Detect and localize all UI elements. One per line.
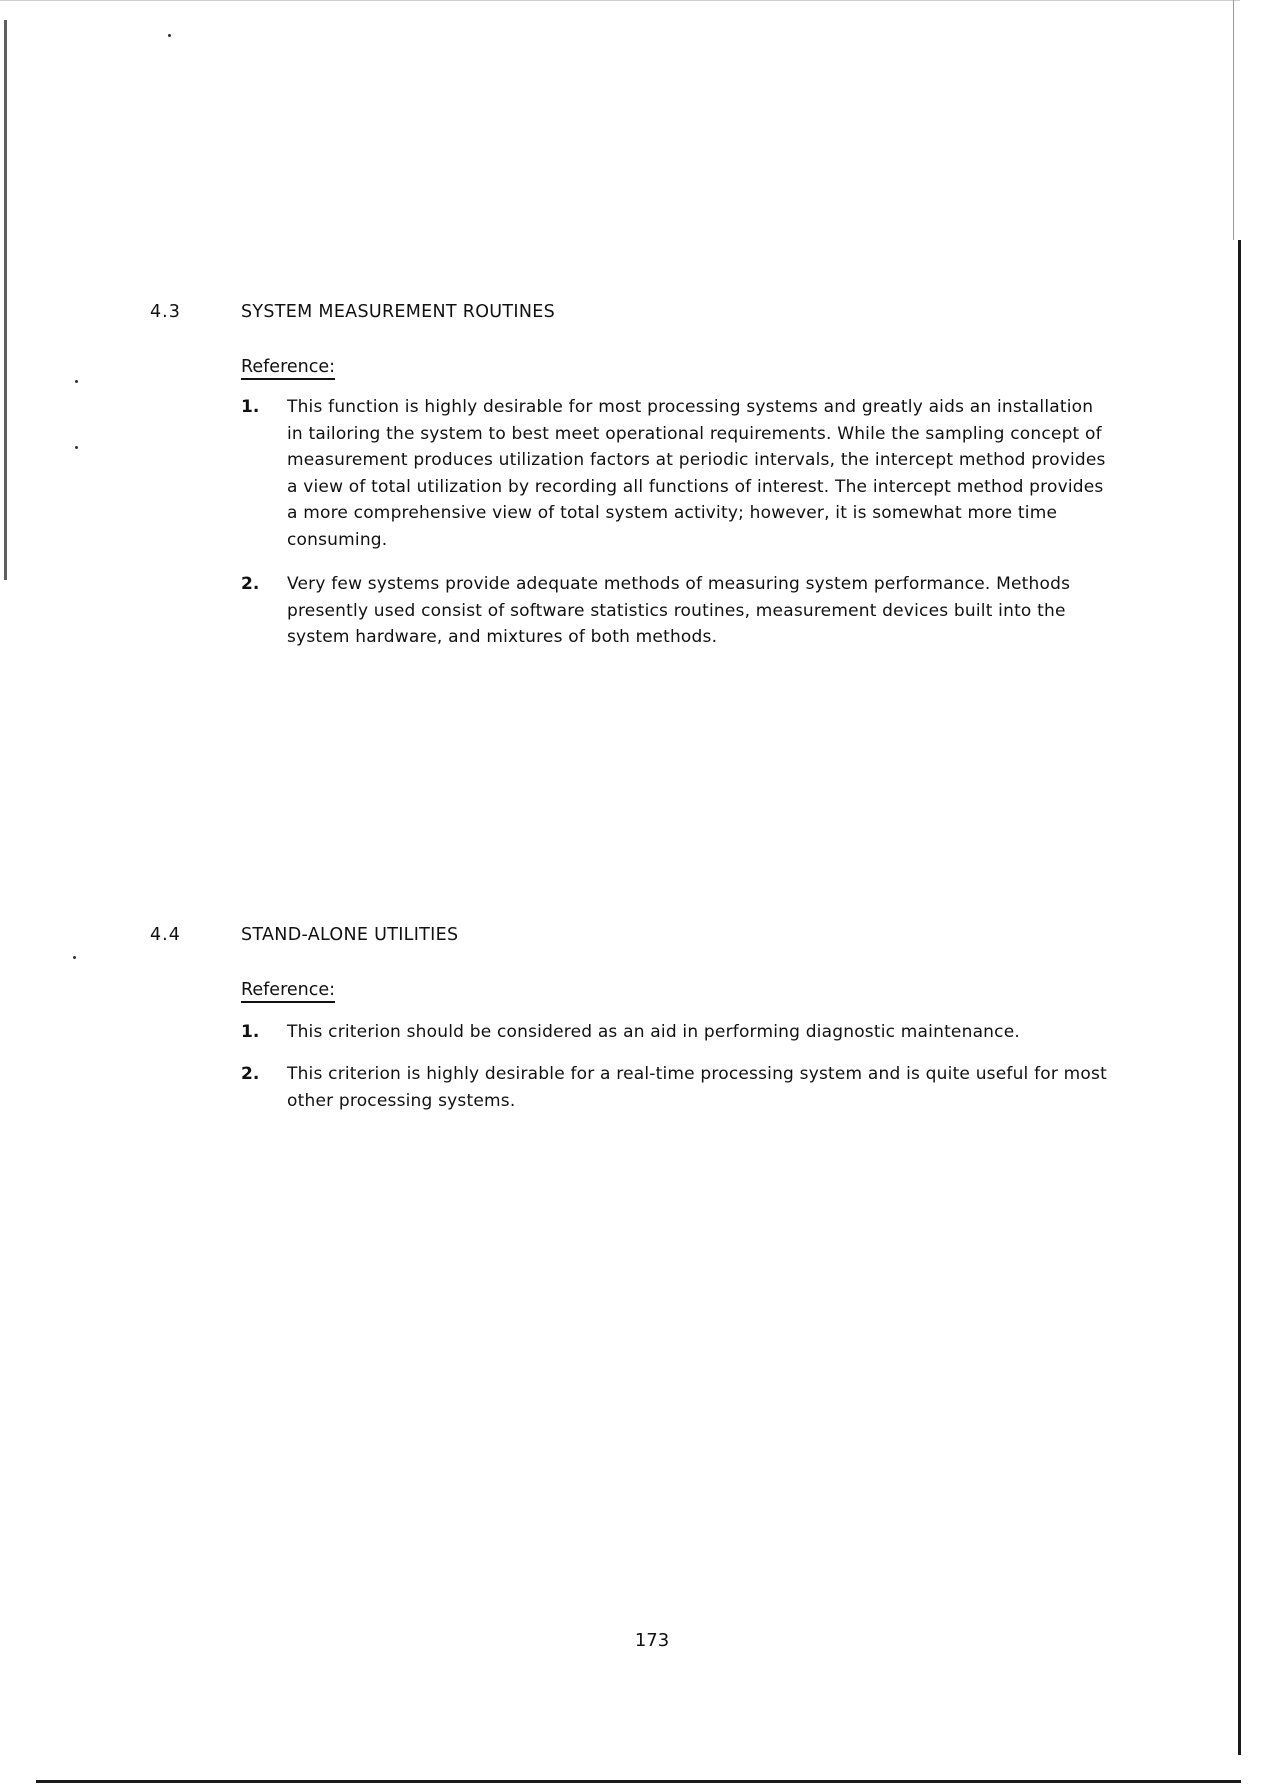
scan-speck [75, 446, 78, 449]
reference-label: Reference: [241, 357, 335, 380]
scan-speck [168, 34, 171, 37]
list-item-text: Very few systems provide adequate methods of measuring system performance. Methods presently used consist of software statistics routines, measurement devices built into the system hardware, and mixtures of both methods. [287, 574, 1071, 647]
list-item-marker: 1. [241, 1022, 260, 1042]
list-item-marker: 1. [241, 397, 260, 417]
list-item-text: This function is highly desirable for most processing systems and greatly aids an installation in tailoring the system to best meet operational requirements. While the sampling concept of measurement produces utilization factors at periodic intervals, the intercept method provides a view of total utilization by recording all functions of interest. The intercept method provides a more comprehensive view of total system activity; however, it is somewhat more time consuming. [287, 397, 1106, 550]
scan-speck [75, 380, 78, 383]
scan-speck [73, 956, 76, 959]
section-title: STAND-ALONE UTILITIES [241, 925, 459, 945]
page-edge-right [1238, 240, 1241, 1755]
section-number: 4.4 [150, 925, 181, 945]
page-edge-right-upper [1233, 0, 1234, 240]
list-item-marker: 2. [241, 1064, 260, 1084]
list-item-marker: 2. [241, 574, 260, 594]
section-title: SYSTEM MEASUREMENT ROUTINES [241, 302, 556, 322]
page-edge-bottom [36, 1780, 1241, 1783]
page-edge-top [0, 0, 1240, 1]
page-number: 173 [634, 1630, 670, 1651]
section-number: 4.3 [150, 302, 181, 322]
reference-label: Reference: [241, 980, 335, 1003]
list-item-text: This criterion is highly desirable for a real-time processing system and is quite useful for most other processing systems. [287, 1064, 1107, 1111]
list-item-text: This criterion should be considered as an aid in performing diagnostic maintenance. [287, 1022, 1020, 1042]
page-edge-left [4, 20, 7, 580]
